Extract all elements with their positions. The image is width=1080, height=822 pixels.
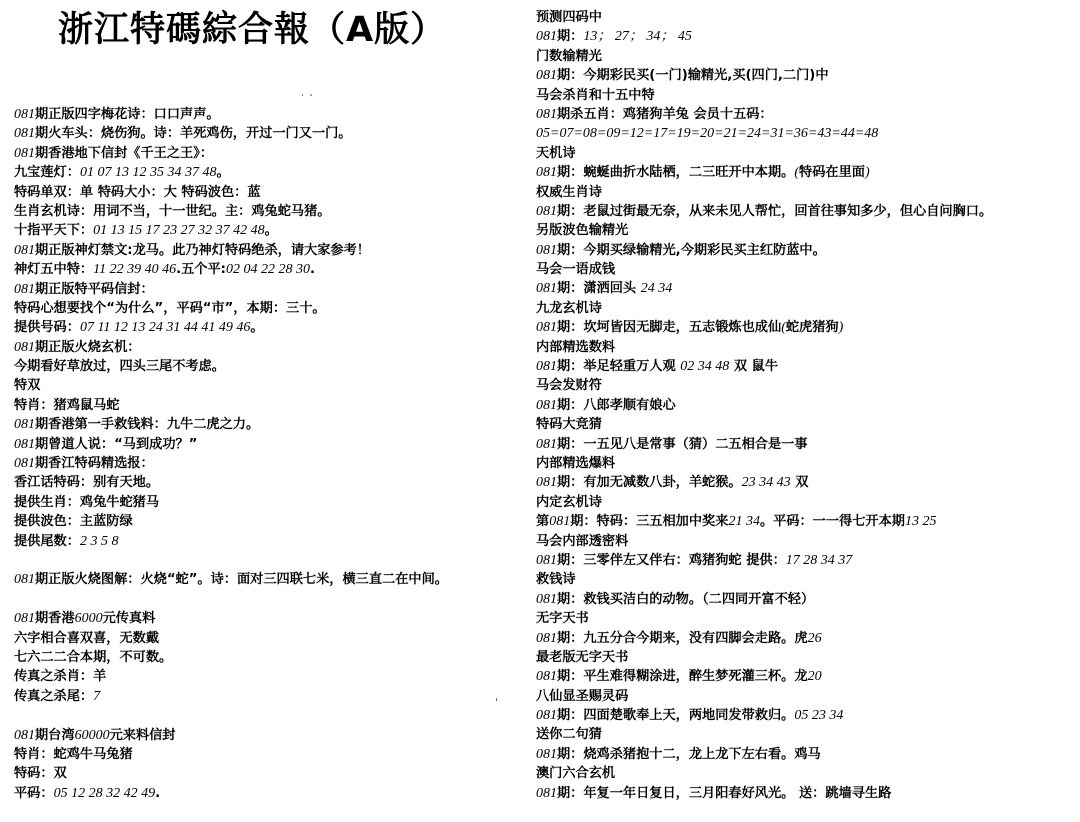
right-text-line [536,318,1068,337]
left-text-line [14,512,530,531]
chinese-text: 期：烧鸡杀猪抱十二，龙上龙下左右看。鸡马 [557,746,821,762]
chinese-text: 期：有加无减数八卦，羊蛇猴。 [557,475,742,491]
chinese-text: 期：一五见八是常事（猜）二五相合是一事 [557,436,808,452]
number-text: ) [838,320,844,336]
blank-line [14,706,530,725]
number-text: 17 28 34 37 [785,552,853,568]
left-text-line [14,473,530,492]
left-text-line [14,667,530,686]
right-text-line [536,376,1068,395]
right-text-line [536,435,1068,454]
right-text-line [536,570,1068,589]
left-text-line [14,726,530,745]
number-text: 081 [536,106,557,122]
chinese-text: 提供波色：主蓝防绿 [14,514,133,530]
chinese-text: 无字天书 [536,611,589,627]
chinese-text: 第 [536,514,550,530]
right-text-line [536,357,1068,376]
number-text: 24 34 [640,281,673,297]
chinese-text: 期：八郎孝顺有娘心 [557,397,676,413]
chinese-text: 平码： [14,785,54,801]
number-text: 081 [536,203,557,219]
number-text: 081 [536,436,557,452]
chinese-text: 特肖：蛇鸡牛马兔猪 [14,746,133,762]
number-text: 081 [536,591,557,607]
page-title: 浙江特碼綜合報（A版） [58,10,447,50]
right-text-line [536,454,1068,473]
chinese-text: 特双 [14,378,41,394]
right-text-line [536,629,1068,648]
number-text: 081 [549,514,571,530]
chinese-text: 特码在里面 [799,165,865,181]
chinese-text: 最老版无字天书 [536,649,629,665]
number-text: 081 [536,746,557,762]
number-text: 081 [536,552,557,568]
number-text: 081 [14,281,35,297]
chinese-text: .五个平: [176,262,226,278]
chinese-text: 特码：双 [14,766,67,782]
number-text: 081 [14,611,35,627]
number-text: 13； 27； 34； 45 [583,29,692,45]
number-text: 081 [536,165,557,181]
left-text-line [14,745,530,764]
number-text: 20 [807,669,822,685]
left-text-line [14,183,530,202]
left-text-line [14,280,530,299]
chinese-text: 期：今期彩民买(一门)输精光,买(四门,二门)中 [557,68,829,84]
left-text-line [14,648,530,667]
chinese-text: 元传真料 [102,611,156,627]
chinese-text: 救钱诗 [536,572,576,588]
number-text: 081 [14,339,35,355]
left-text-line [14,609,530,628]
chinese-text: 期正版火烧图解：火烧“蛇”。诗：面对三四联七米，横三直二在中间。 [35,572,448,588]
chinese-text: 内定玄机诗 [536,494,602,510]
chinese-text: 送你二句猜 [536,727,602,743]
left-column [14,105,530,803]
number-text: 081 [14,126,35,142]
chinese-text: 。平码：一一得七开本期 [759,514,905,530]
right-text-line [536,415,1068,434]
right-text-line [536,551,1068,570]
number-text: 05 12 28 32 42 49 [53,785,156,801]
chinese-text: . [155,785,161,801]
number-text: 081 [14,436,35,452]
chinese-text: 马会一语成钱 [536,262,616,278]
chinese-text: 特肖：猪鸡鼠马蛇 [14,397,120,413]
right-text-line [536,532,1068,551]
number-text: 081 [536,359,557,375]
chinese-text: 九宝莲灯： [14,165,80,181]
chinese-text: 期正版特平码信封： [35,281,154,297]
number-text: ) [864,165,870,181]
number-text: 081 [536,669,557,685]
right-text-line [536,27,1068,46]
right-text-line [536,47,1068,66]
chinese-text: 期：平生难得糊涂进，醉生梦死灌三杯。龙 [557,669,808,685]
left-text-line [14,163,530,182]
right-text-line [536,590,1068,609]
right-text-line [536,124,1068,143]
right-text-line [536,725,1068,744]
left-text-line [14,570,530,589]
chinese-text: 期：四面楚歌奉上天，两地同发带救归。 [557,708,795,724]
number-text: 081 [14,572,35,588]
right-text-line [536,163,1068,182]
number-text: 2 3 5 8 [79,533,119,549]
blank-line [14,551,530,570]
left-text-line [14,299,530,318]
chinese-text: 另版波色输精光 [536,223,629,239]
chinese-text: 期正版火烧玄机： [35,339,141,355]
chinese-text: 九龙玄机诗 [536,300,602,316]
chinese-text: 期：救钱买洁白的动物。（二四同开富不轻） [557,591,815,607]
chinese-text: 提供生肖：鸡兔牛蛇猪马 [14,494,160,510]
right-text-line [536,241,1068,260]
chinese-text: 今期看好草放过，四头三尾不考虑。 [14,359,225,375]
number-text: 081 [14,145,35,161]
number-text: ( [794,165,800,181]
left-text-line [14,105,530,124]
number-text: 13 25 [905,514,937,530]
number-text: 081 [536,630,557,646]
chinese-text: 期：蜿蜒曲折水陆栖，二三旺开中本期。 [557,165,795,181]
number-text: 081 [536,475,557,491]
chinese-text: 期：坎坷皆因无脚走，五志锻炼也成仙 [557,320,782,336]
chinese-text: 。 [250,320,264,336]
chinese-text: 期正版神灯禁文:龙马。此乃神灯特码绝杀，请大家参考！ [35,242,370,258]
left-text-line [14,415,530,434]
chinese-text: 传真之杀尾： [14,688,94,704]
right-text-line [536,86,1068,105]
chinese-text: 期香江特码精选报： [35,456,154,472]
left-text-line [14,396,530,415]
left-text-line [14,241,530,260]
left-text-line [14,764,530,783]
chinese-text: 内部精选数料 [536,339,616,355]
chinese-text: 特码大竞猜 [536,417,602,433]
right-text-line [536,648,1068,667]
chinese-text: 生肖玄机诗：用词不当，十一世纪。主：鸡兔蛇马猪。 [14,203,331,219]
right-text-line [536,279,1068,298]
chinese-text: 提供尾数： [14,533,80,549]
right-text-line [536,687,1068,706]
chinese-text: 期：潇洒回头 [557,281,641,297]
chinese-text: 天机诗 [536,145,576,161]
left-text-line [14,493,530,512]
number-text: 11 22 39 40 46 [93,262,177,278]
stray-mark: ˈ [495,698,498,709]
chinese-text: 澳门六合玄机 [536,766,616,782]
chinese-text: 八仙显圣赐灵码 [536,688,629,704]
number-text: 081 [14,107,35,122]
left-text-line [14,454,530,473]
chinese-text: 期：今期买绿输精光,今期彩民买主红防蓝中。 [557,242,826,258]
right-text-line [536,8,1068,27]
right-text-line [536,784,1068,803]
right-text-line [536,609,1068,628]
right-text-line [536,706,1068,725]
right-text-line [536,144,1068,163]
chinese-text: 门数输精光 [536,48,602,64]
chinese-text: 期：举足轻重万人观 [557,359,681,375]
left-text-line [14,784,530,803]
right-text-line [536,260,1068,279]
number-text: 081 [536,29,557,45]
number-text: 081 [14,242,35,258]
number-text: 081 [14,417,35,433]
chinese-text: 特码单双：单 特码大小：大 特码波色：蓝 [14,184,261,200]
left-text-line [14,318,530,337]
number-text: 05=07=08=09=12=17=19=20=21=24=31=36=43=44=48 [536,126,879,142]
right-text-line [536,105,1068,124]
left-text-line [14,376,530,395]
right-text-line [536,221,1068,240]
chinese-text: 期台湾 [35,727,75,743]
chinese-text: 预测四码中 [536,10,602,25]
left-text-line [14,532,530,551]
chinese-text: 传真之杀肖：羊 [14,669,107,685]
number-text: 23 34 43 [741,475,791,491]
chinese-text: 期：九五分合今期来，没有四脚会走路。虎 [557,630,808,646]
chinese-text: 期曾道人说：“马到成功？” [35,436,198,452]
chinese-text: 蛇虎猪狗 [785,320,839,336]
chinese-text: 期：三零伴左又伴右：鸡猪狗蛇 提供： [557,552,786,568]
right-text-line [536,202,1068,221]
chinese-text: 七六二二合本期，不可数。 [14,649,173,665]
number-text: 6000 [74,611,103,627]
number-text: 01 07 13 12 35 34 37 48 [79,165,217,181]
chinese-text: 期香港 [35,611,75,627]
number-text: 05 23 34 [794,708,844,724]
number-text: ( [781,320,786,336]
chinese-text: 特码心想要找个“为什么”，平码“市”，本期：三十。 [14,300,326,316]
right-text-line [536,493,1068,512]
right-text-line [536,183,1068,202]
chinese-text: 元来料信封 [109,727,176,743]
chinese-text: 提供号码： [14,320,80,336]
chinese-text: 马会杀肖和十五中特 [536,87,655,103]
right-text-line [536,764,1068,783]
chinese-text: 双 鼠牛 [729,359,779,375]
chinese-text: 期：老鼠过街最无奈，从来未见人帮忙，回首往事知多少，但心自问胸口。 [557,203,993,219]
chinese-text: 期香港第一手救钱料：九牛二虎之力。 [35,417,260,433]
left-text-line [14,260,530,279]
chinese-text: 马会内部透密料 [536,533,629,549]
chinese-text: 期杀五肖：鸡猪狗羊兔 会员十五码： [557,106,773,122]
left-text-line [14,124,530,143]
number-text: 21 34 [728,514,760,530]
chinese-text: 期： [557,29,584,45]
right-text-line [536,667,1068,686]
chinese-text: 神灯五中特： [14,262,94,278]
number-text: 081 [14,727,35,743]
chinese-text: . [309,262,315,278]
left-text-line [14,687,530,706]
chinese-text: 期：特码：三五相加中奖来 [570,514,729,530]
number-text: 7 [93,688,101,704]
right-text-line [536,512,1068,531]
left-text-line [14,221,530,240]
number-text: 081 [536,68,557,84]
left-text-line [14,357,530,376]
chinese-text: 期火车头：烧伤狗。诗：羊死鸡伤，开过一门又一门。 [35,126,352,142]
right-text-line [536,473,1068,492]
right-text-line [536,745,1068,764]
number-text: 081 [14,456,35,472]
chinese-text: 。 [216,165,230,181]
chinese-text: 六字相合喜双喜，无数戴 [14,630,160,646]
right-text-line [536,338,1068,357]
number-text: 081 [536,708,557,724]
chinese-text: 内部精选爆料 [536,456,616,471]
left-text-line [14,202,530,221]
right-column [536,8,1068,803]
left-text-line [14,144,530,163]
chinese-text: 十指平天下： [14,223,94,239]
chinese-text: 期：年复一年日复日，三月阳春好风光。 送：跳墙寻生路 [557,785,892,801]
number-text: 02 34 48 [680,359,730,375]
number-text: 26 [807,630,822,646]
chinese-text: 香江话特码：别有天地。 [14,475,160,491]
number-text: 60000 [74,727,110,743]
chinese-text: 期正版四字梅花诗：口口声声。 [35,107,220,122]
right-text-line [536,396,1068,415]
right-text-line [536,299,1068,318]
left-text-line [14,629,530,648]
number-text: 01 13 15 17 23 27 32 37 42 48 [93,223,265,239]
number-text: 081 [536,320,557,336]
chinese-text: 权威生肖诗 [536,184,602,200]
number-text: 081 [536,242,557,258]
blank-line [14,590,530,609]
chinese-text: 期香港地下信封《千王之王》： [35,145,214,161]
number-text: 081 [536,281,557,297]
chinese-text: 双 [790,475,809,491]
number-text: 07 11 12 13 24 31 44 41 49 46 [79,320,251,336]
right-text-line [536,66,1068,85]
stray-mark: ˙ ˊ [300,94,314,105]
left-text-line [14,338,530,357]
chinese-text: 马会发财符 [536,378,602,394]
number-text: 02 04 22 28 30 [225,262,310,278]
chinese-text: 。 [264,223,278,239]
number-text: 081 [536,785,557,801]
left-text-line [14,435,530,454]
number-text: 081 [536,397,557,413]
